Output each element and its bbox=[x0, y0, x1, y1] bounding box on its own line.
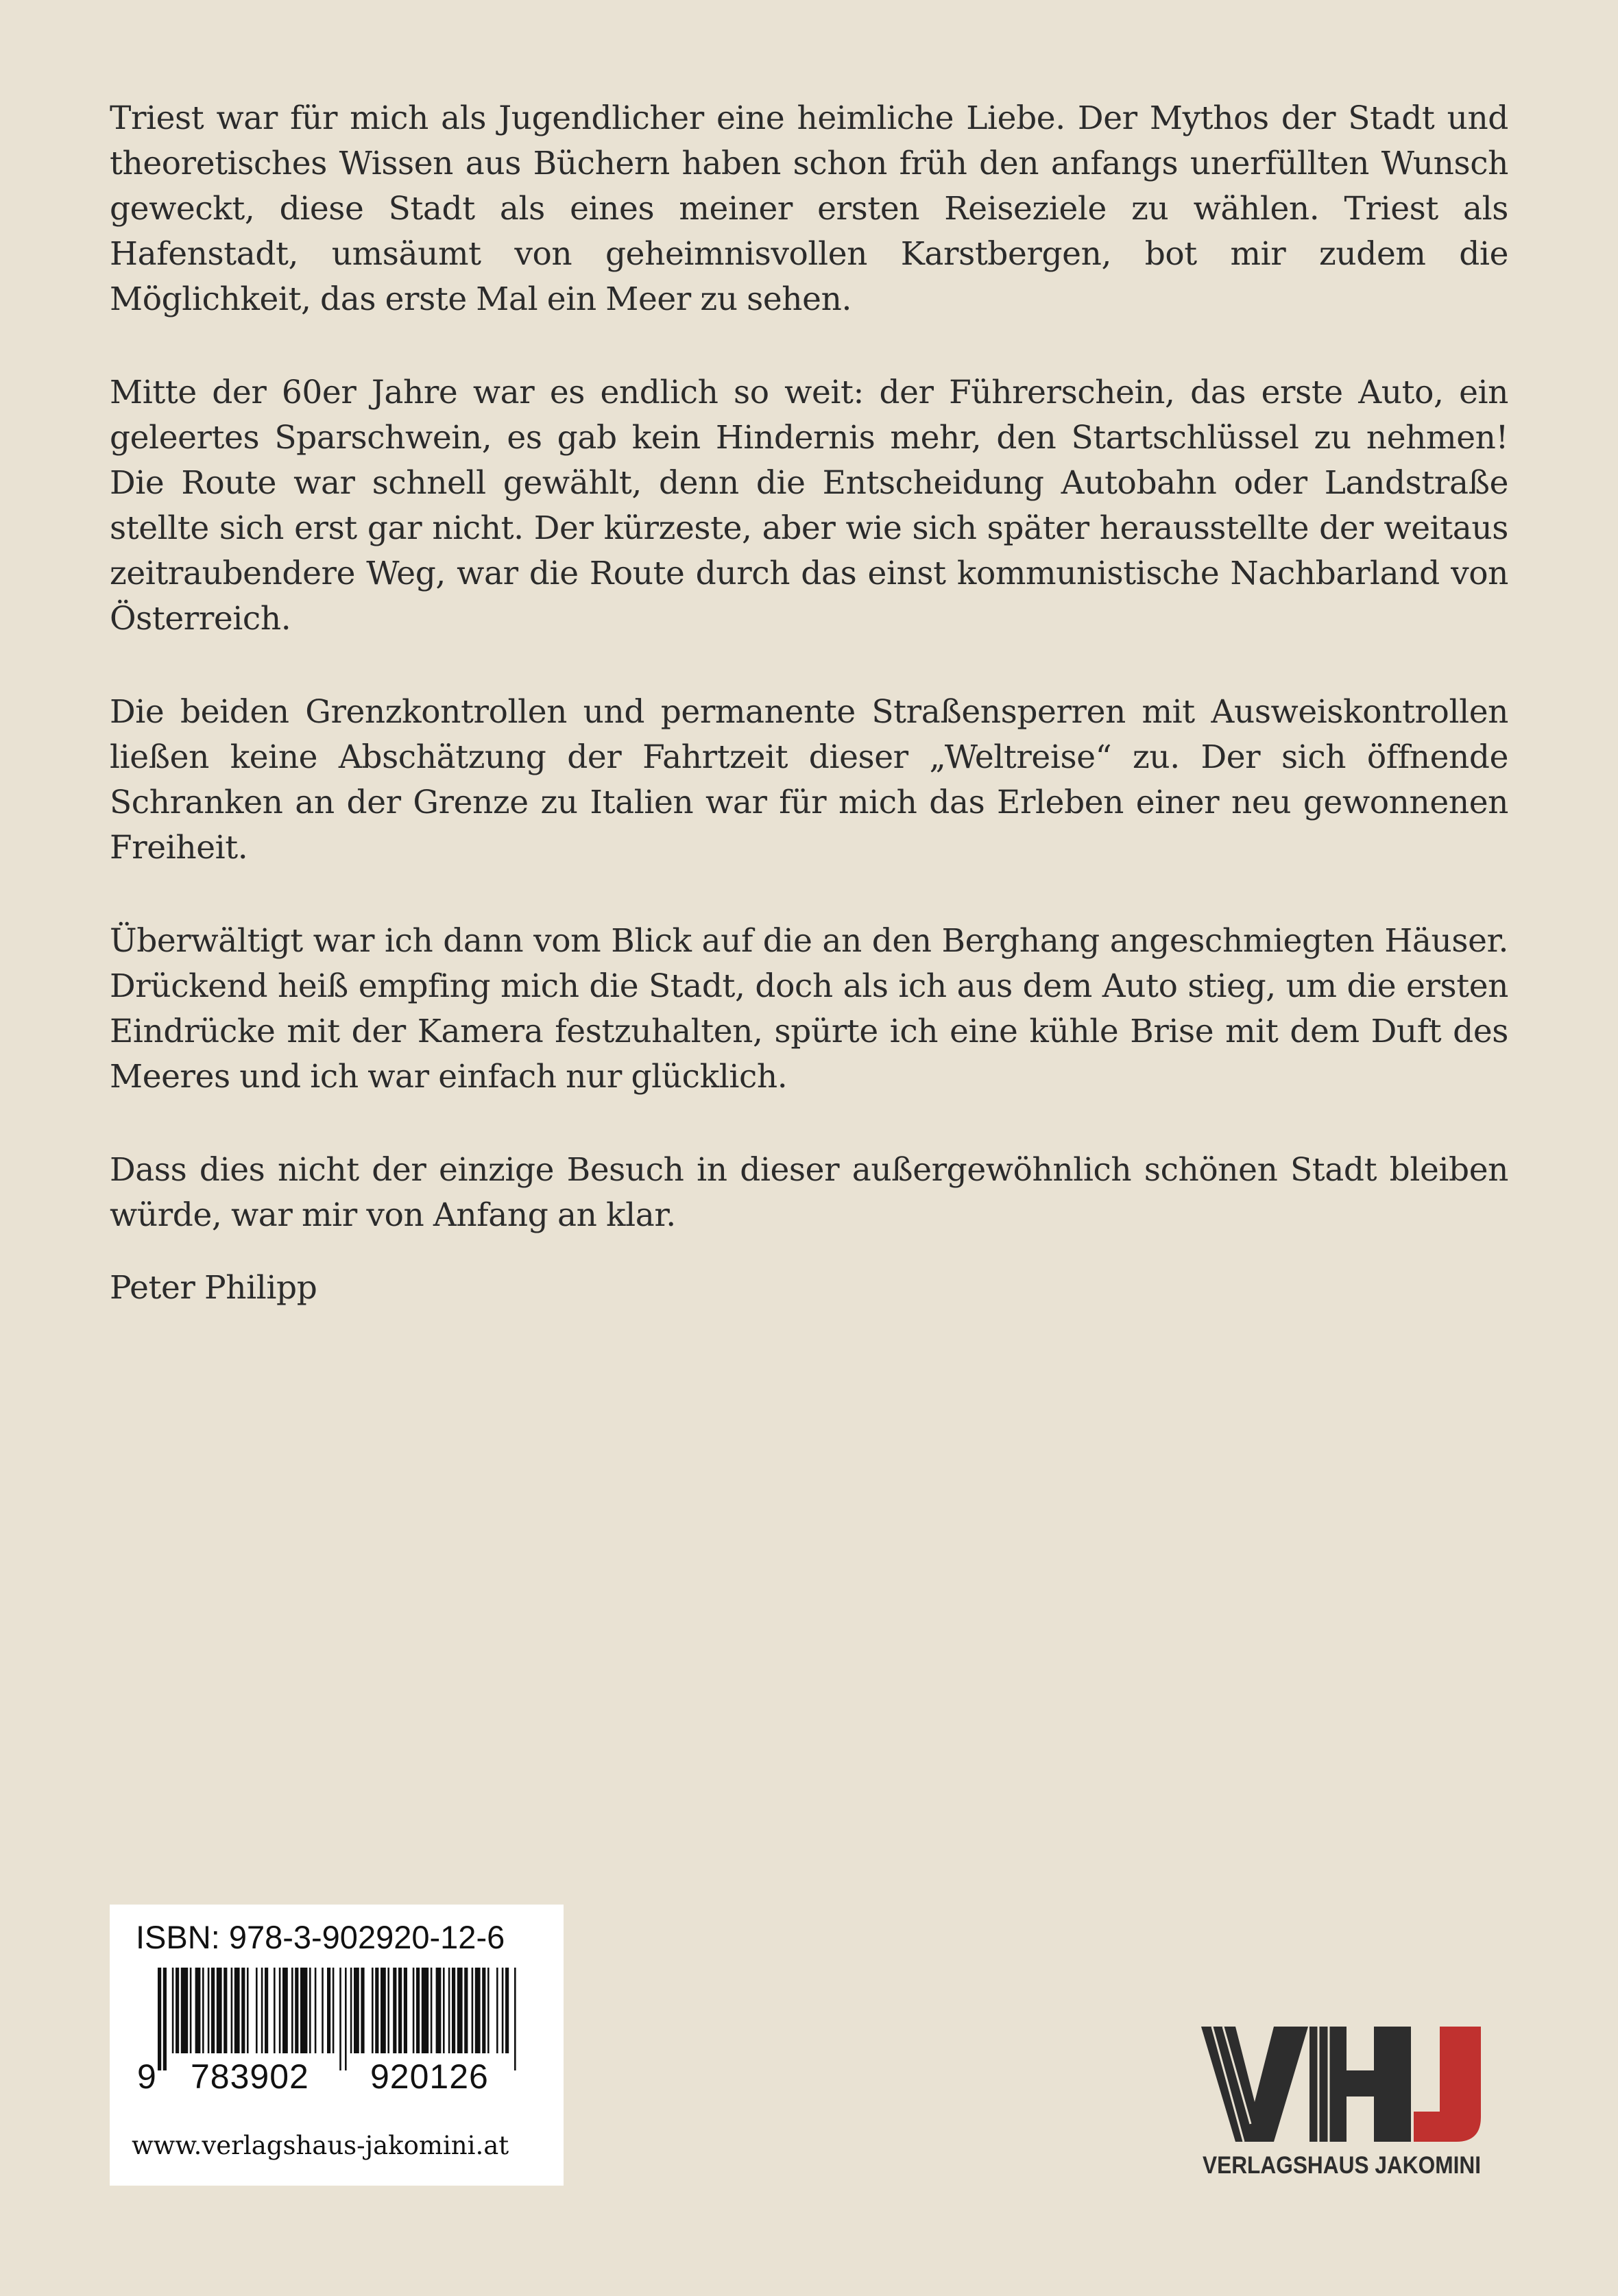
paragraph-5: Dass dies nicht der einzige Besuch in dieser außergewöhnlich schönen Stadt bleiben würde, war mir von Anfang an klar. bbox=[110, 1151, 1508, 1234]
barcode-bar bbox=[261, 1968, 263, 2053]
barcode-bar bbox=[404, 1968, 407, 2053]
barcode-bar bbox=[375, 1968, 378, 2053]
barcode-bar bbox=[452, 1968, 455, 2053]
barcode-bar bbox=[496, 1968, 498, 2053]
barcode-bar bbox=[231, 1968, 233, 2053]
barcode bbox=[133, 1968, 531, 2070]
barcode-bar bbox=[265, 1968, 268, 2053]
barcode-bar bbox=[208, 1968, 210, 2053]
barcode-bar bbox=[176, 1968, 179, 2053]
isbn-label: ISBN: 978-3-902920-12-6 bbox=[136, 1919, 505, 1955]
barcode-bar bbox=[443, 1968, 445, 2053]
barcode-digits-right: 920126 bbox=[370, 2057, 489, 2096]
barcode-bar bbox=[322, 1968, 324, 2053]
barcode-bar bbox=[354, 1968, 359, 2053]
barcode-bar bbox=[381, 1968, 386, 2053]
barcode-digits-left: 783902 bbox=[191, 2057, 309, 2096]
paragraph-2: Mitte der 60er Jahre war es endlich so weit: der Führerschein, das erste Auto, ein geleertes Sparschwein, es gab kein Hindernis mehr, den Startschlüssel zu nehmen! Die Route war schnell gewählt, denn die Entscheidung Autobahn oder Landstraße stellte sich erst gar nicht. Der kürzeste, aber wie sich später herausstellte der weitaus zeitraubendere Weg, war die Route durch das einst kommunistische Nachbarland von Österreich. bbox=[110, 374, 1508, 638]
barcode-bar bbox=[211, 1968, 215, 2053]
barcode-bar bbox=[350, 1968, 352, 2053]
barcode-bar bbox=[482, 1968, 485, 2053]
barcode-bar bbox=[422, 1968, 428, 2053]
barcode-bar bbox=[181, 1968, 188, 2053]
barcode-bar bbox=[172, 1968, 174, 2053]
barcode-bar bbox=[217, 1968, 222, 2053]
barcode-bar bbox=[274, 1968, 276, 2053]
logo-j-letter bbox=[1414, 2027, 1481, 2142]
barcode-bar bbox=[345, 1968, 347, 2070]
barcode-bar bbox=[234, 1968, 240, 2053]
barcode-bar bbox=[295, 1968, 298, 2053]
publisher-name: VERLAGSHAUS JAKOMINI bbox=[1203, 2152, 1481, 2179]
barcode-bar bbox=[279, 1968, 281, 2053]
barcode-bar bbox=[247, 1968, 249, 2053]
barcode-bar bbox=[309, 1968, 311, 2053]
barcode-bar bbox=[387, 1968, 389, 2053]
barcode-bar bbox=[163, 1968, 167, 2070]
barcode-bar bbox=[416, 1968, 420, 2053]
logo-h-letter bbox=[1309, 2027, 1411, 2142]
barcode-bar bbox=[393, 1968, 396, 2053]
barcode-bar bbox=[158, 1968, 161, 2070]
paragraph-1: Triest war für mich als Jugendlicher eine heimliche Liebe. Der Mythos der Stadt und theoretisches Wissen aus Büchern haben schon früh den anfangs unerfüllten Wunsch geweckt, diese Stadt als eines meiner ersten Reiseziele zu wählen. Triest als Hafenstadt, umsäumt von geheimnisvollen Karstbergen, bot mir zudem die Möglichkeit, das erste Mal ein Meer zu sehen. bbox=[110, 99, 1508, 318]
barcode-bar bbox=[436, 1968, 442, 2053]
barcode-bar bbox=[398, 1968, 402, 2053]
barcode-bar bbox=[241, 1968, 245, 2053]
barcode-bar bbox=[256, 1968, 258, 2053]
barcode-bar bbox=[339, 1968, 341, 2070]
barcode-bar bbox=[457, 1968, 463, 2053]
barcode-bar bbox=[487, 1968, 490, 2053]
barcode-bar bbox=[282, 1968, 288, 2053]
publisher-url: www.verlagshaus-jakomini.at bbox=[132, 2131, 509, 2160]
barcode-bar bbox=[195, 1968, 201, 2053]
logo-v-letter bbox=[1201, 2027, 1308, 2142]
barcode-bar bbox=[464, 1968, 468, 2053]
isbn-box bbox=[110, 1905, 564, 2186]
barcode-bar bbox=[514, 1968, 516, 2070]
barcode-bar bbox=[361, 1968, 364, 2053]
barcode-digit-first: 9 bbox=[137, 2057, 157, 2096]
publisher-logo bbox=[1198, 2021, 1514, 2186]
barcode-bar bbox=[413, 1968, 415, 2053]
paragraph-3: Die beiden Grenzkontrollen und permanente Straßensperren mit Ausweiskontrollen ließen keine Abschätzung der Fahrtzeit dieser „Weltreise“ zu. Der sich öffnende Schranken an der Grenze zu Italien war für mich das Erleben einer neu gewonnenen Freiheit. bbox=[110, 693, 1508, 867]
back-cover-text bbox=[110, 96, 1508, 1359]
barcode-bar bbox=[505, 1968, 509, 2053]
barcode-bar bbox=[202, 1968, 204, 2053]
barcode-bar bbox=[502, 1968, 504, 2053]
barcode-bar bbox=[190, 1968, 192, 2053]
barcode-bar bbox=[475, 1968, 481, 2053]
barcode-bar bbox=[315, 1968, 317, 2053]
barcode-bar bbox=[224, 1968, 227, 2053]
barcode-bar bbox=[327, 1968, 330, 2053]
author-signature: Peter Philipp bbox=[110, 1269, 317, 1307]
barcode-bar bbox=[300, 1968, 307, 2053]
barcode-bar bbox=[448, 1968, 450, 2053]
barcode-bar bbox=[431, 1968, 433, 2053]
barcode-bar bbox=[472, 1968, 474, 2053]
paragraph-4: Überwältigt war ich dann vom Blick auf die an den Berghang angeschmiegten Häuser. Drückend heiß empfing mich die Stadt, doch als ich aus dem Auto stieg, um die ersten Eindrücke mit der Kamera festzuhalten, spürte ich eine kühle Brise mit dem Duft des Meeres und ich war einfach nur glücklich. bbox=[110, 922, 1508, 1096]
barcode-bar bbox=[333, 1968, 335, 2053]
barcode-bar bbox=[372, 1968, 374, 2053]
barcode-bar bbox=[291, 1968, 293, 2053]
